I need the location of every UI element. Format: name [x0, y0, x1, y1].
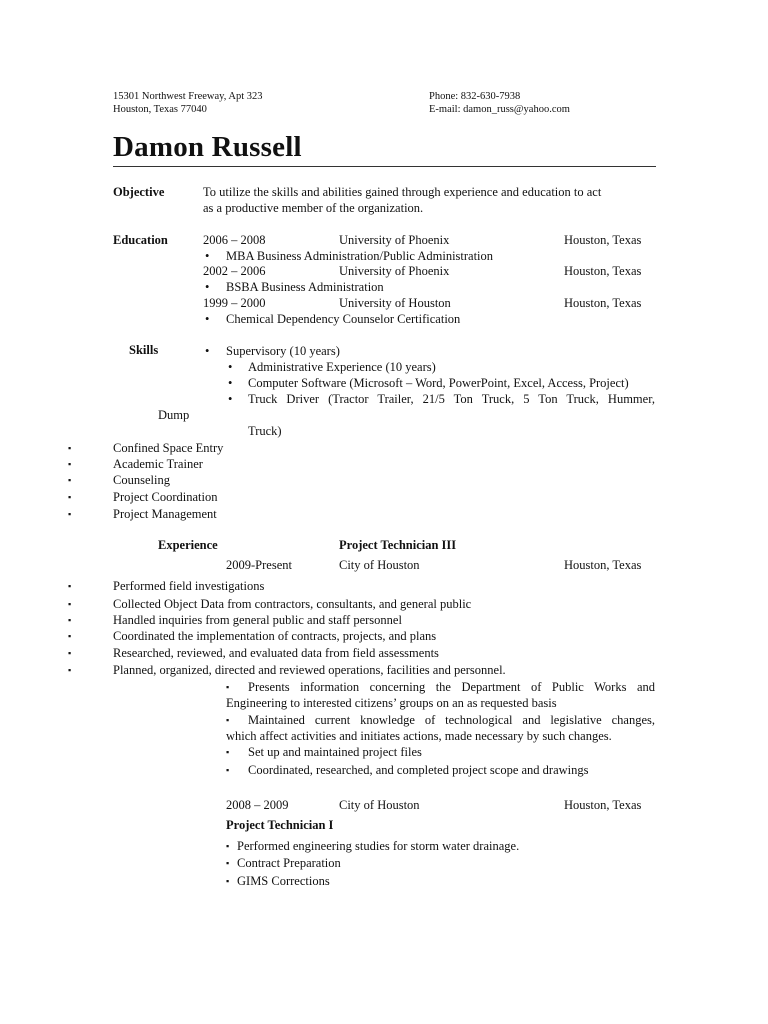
skill-item: Computer Software (Microsoft – Word, PowerPoint, Excel, Access, Project) [248, 376, 629, 390]
bullet-icon: • [228, 360, 233, 374]
education-school: University of Phoenix [339, 264, 450, 278]
education-location: Houston, Texas [564, 296, 642, 310]
square-bullet-icon: ▪ [68, 459, 72, 469]
job-duty: Performed engineering studies for storm water drainage. [237, 839, 520, 853]
education-degree: MBA Business Administration/Public Administration [226, 249, 494, 263]
square-bullet-icon: ▪ [226, 682, 230, 692]
education-years: 1999 – 2000 [203, 296, 266, 310]
job-duty: Planned, organized, directed and reviewed operations, facilities and personnel. [113, 663, 506, 677]
square-bullet-icon: ▪ [68, 475, 72, 485]
education-school: University of Houston [339, 296, 451, 310]
address-line-1: 15301 Northwest Freeway, Apt 323 [113, 91, 263, 102]
job-duty: Performed field investigations [113, 579, 265, 593]
square-bullet-icon: ▪ [68, 631, 72, 641]
square-bullet-icon: ▪ [68, 492, 72, 502]
objective-label: Objective [113, 185, 165, 199]
skill-item: Confined Space Entry [113, 441, 224, 455]
square-bullet-icon: ▪ [68, 443, 72, 453]
education-years: 2006 – 2008 [203, 233, 266, 247]
header-divider [113, 166, 656, 167]
square-bullet-icon: ▪ [68, 581, 72, 591]
job-location: Houston, Texas [564, 558, 642, 572]
square-bullet-icon: ▪ [226, 876, 230, 886]
bullet-icon: • [205, 344, 210, 358]
bullet-icon: • [228, 376, 233, 390]
email: E-mail: damon_russ@yahoo.com [429, 104, 570, 115]
skill-item: Project Coordination [113, 490, 218, 504]
square-bullet-icon: ▪ [68, 615, 72, 625]
education-degree: Chemical Dependency Counselor Certification [226, 312, 461, 326]
job-years: 2009-Present [226, 558, 292, 572]
job-duty: Handled inquiries from general public and staff personnel [113, 613, 402, 627]
square-bullet-icon: ▪ [226, 841, 230, 851]
bullet-icon: • [205, 312, 210, 326]
job-employer: City of Houston [339, 798, 420, 812]
objective-line-2: as a productive member of the organization. [203, 201, 424, 215]
job-sub-duty: Presents information concerning the Department of Public Works and [248, 680, 655, 694]
square-bullet-icon: ▪ [68, 509, 72, 519]
job-location: Houston, Texas [564, 798, 642, 812]
skill-item-continuation: Truck) [248, 424, 282, 438]
phone: Phone: 832-630-7938 [429, 91, 521, 102]
job-sub-duty: Set up and maintained project files [248, 745, 422, 759]
job-title: Project Technician I [226, 818, 334, 832]
square-bullet-icon: ▪ [226, 858, 230, 868]
job-duty: Coordinated the implementation of contracts, projects, and plans [113, 629, 437, 643]
bullet-icon: • [205, 249, 210, 263]
skill-item: Administrative Experience (10 years) [248, 360, 436, 374]
square-bullet-icon: ▪ [226, 765, 230, 775]
education-school: University of Phoenix [339, 233, 450, 247]
job-duty: Collected Object Data from contractors, consultants, and general public [113, 597, 472, 611]
job-employer: City of Houston [339, 558, 420, 572]
square-bullet-icon: ▪ [226, 747, 230, 757]
skill-item: Counseling [113, 473, 170, 487]
skills-label: Skills [129, 343, 159, 357]
square-bullet-icon: ▪ [68, 665, 72, 675]
square-bullet-icon: ▪ [68, 599, 72, 609]
experience-label: Experience [158, 538, 218, 552]
job-title: Project Technician III [339, 538, 457, 552]
skill-item: Project Management [113, 507, 217, 521]
objective-line-1: To utilize the skills and abilities gained through experience and education to act [203, 185, 602, 199]
candidate-name: Damon Russell [113, 131, 302, 163]
skill-item: Academic Trainer [113, 457, 203, 471]
job-years: 2008 – 2009 [226, 798, 289, 812]
education-location: Houston, Texas [564, 264, 642, 278]
square-bullet-icon: ▪ [68, 648, 72, 658]
job-sub-duty-continuation: Engineering to interested citizens’ groups on an as requested basis [226, 696, 557, 710]
education-degree: BSBA Business Administration [226, 280, 384, 294]
skill-item: Supervisory (10 years) [226, 344, 340, 358]
square-bullet-icon: ▪ [226, 715, 230, 725]
education-years: 2002 – 2006 [203, 264, 266, 278]
skill-item: Truck Driver (Tractor Trailer, 21/5 Ton Truck, 5 Ton Truck, Hummer, [248, 392, 655, 406]
job-sub-duty: Coordinated, researched, and completed project scope and drawings [248, 763, 589, 777]
job-duty: Contract Preparation [237, 856, 341, 870]
address-line-2: Houston, Texas 77040 [113, 104, 207, 115]
job-sub-duty: Maintained current knowledge of technological and legislative changes, [248, 713, 655, 727]
education-label: Education [113, 233, 168, 247]
bullet-icon: • [205, 280, 210, 294]
skill-item-continuation: Dump [158, 408, 190, 422]
job-duty: GIMS Corrections [237, 874, 330, 888]
job-duty: Researched, reviewed, and evaluated data from field assessments [113, 646, 439, 660]
bullet-icon: • [228, 392, 233, 406]
education-location: Houston, Texas [564, 233, 642, 247]
job-sub-duty-continuation: which affect activities and initiates actions, made necessary by such changes. [226, 729, 612, 743]
